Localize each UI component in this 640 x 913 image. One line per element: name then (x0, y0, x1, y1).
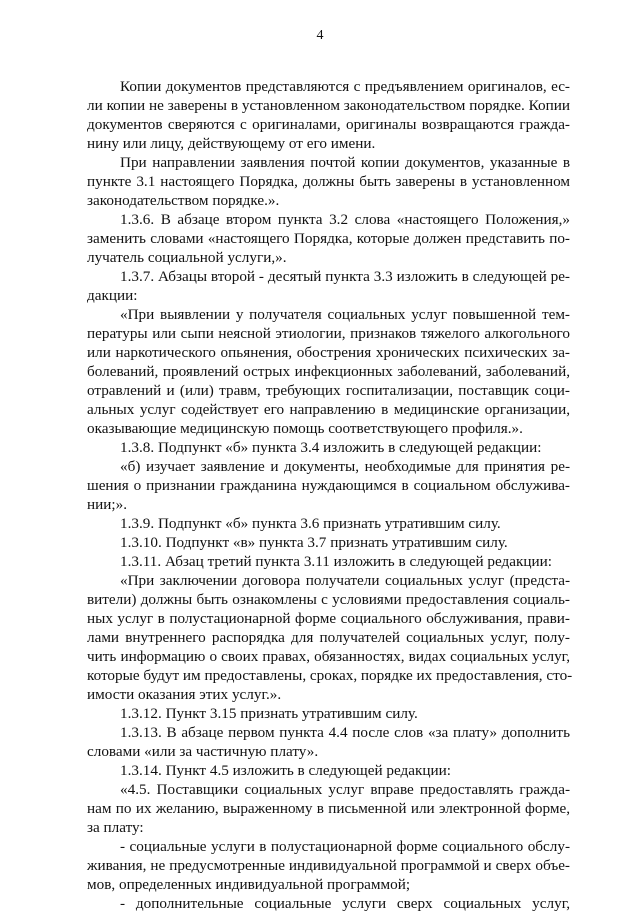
text-line: нину или лицу, действующему от его имени. (87, 135, 376, 152)
text-line: 1.3.14. Пункт 4.5 изложить в следующей редакции: (120, 762, 451, 779)
text-line: мов, определенных индивидуальной программой; (87, 876, 411, 893)
text-line: 1.3.11. Абзац третий пункта 3.11 изложить в следующей редакции: (120, 553, 552, 570)
text-line: или наркотического опьянения, обострения хронических психических за- (87, 344, 570, 361)
text-line: вители) должны быть ознакомлены с условиями предоставления социаль- (87, 591, 570, 608)
text-line: «При выявлении у получателя социальных услуг повышенной тем- (120, 306, 570, 323)
text-line: за плату: (87, 819, 144, 836)
text-line: заменить словами «настоящего Порядка, которые должен представить по- (87, 230, 570, 247)
text-line: 1.3.12. Пункт 3.15 признать утратившим силу. (120, 705, 418, 722)
text-line: оказывающие медицинскую помощь соответствующего профиля.». (87, 420, 523, 437)
text-line: лами внутреннего распорядка для получателей социальных услуг, полу- (87, 629, 570, 646)
text-line: документов сверяются с оригиналами, оригиналы возвращаются гражда- (87, 116, 570, 133)
text-line: которые будут им предоставлены, сроках, порядке их предоставления, сто- (87, 667, 573, 684)
text-line: ных услуг в полустационарной форме социального обслуживания, прави- (87, 610, 570, 627)
text-line: отравлений и (или) травм, требующих госпитализации, поставщик соци- (87, 382, 570, 399)
text-line: законодательством порядке.». (87, 192, 280, 209)
text-line: ли копии не заверены в установленном законодательством порядке. Копии (87, 97, 570, 114)
text-line: 1.3.8. Подпункт «б» пункта 3.4 изложить в следующей редакции: (120, 439, 542, 456)
text-line: чить информацию о своих правах, обязанностях, видах социальных услуг, (87, 648, 570, 665)
text-line: - социальные услуги в полустационарной форме социального обслу- (120, 838, 570, 855)
text-line: словами «или за частичную плату». (87, 743, 319, 760)
text-line: пункте 3.1 настоящего Порядка, должны быть заверены в установленном (87, 173, 570, 190)
text-line: дакции: (87, 287, 138, 304)
text-line: нам по их желанию, выраженному в письменной или электронной форме, (87, 800, 570, 817)
text-line: 1.3.9. Подпункт «б» пункта 3.6 признать утратившим силу. (120, 515, 501, 532)
text-line: болеваний, проявлений острых инфекционных заболеваний, заболеваний, (87, 363, 570, 380)
page-number: 4 (316, 28, 324, 43)
text-line: Копии документов представляются с предъявлением оригиналов, ес- (120, 78, 570, 95)
text-line: «б) изучает заявление и документы, необходимые для принятия ре- (120, 458, 570, 475)
text-line: «4.5. Поставщики социальных услуг вправе предоставлять гражда- (120, 781, 570, 798)
text-line: При направлении заявления почтой копии документов, указанные в (120, 154, 570, 171)
text-line: 1.3.6. В абзаце втором пункта 3.2 слова «настоящего Положения,» (120, 211, 570, 228)
text-line: «При заключении договора получатели социальных услуг (предста- (120, 572, 570, 589)
text-line: живания, не предусмотренные индивидуальной программой и сверх объе- (87, 857, 570, 874)
text-line: нии;». (87, 496, 127, 513)
text-line: имости оказания этих услуг.». (87, 686, 282, 703)
text-line: 1.3.10. Подпункт «в» пункта 3.7 признать утратившим силу. (120, 534, 508, 551)
text-line: 1.3.7. Абзацы второй - десятый пункта 3.3 изложить в следующей ре- (120, 268, 570, 285)
text-line: пературы или сыпи неясной этиологии, признаков тяжелого алкогольного (87, 325, 570, 342)
text-line: 1.3.13. В абзаце первом пункта 4.4 после слов «за плату» дополнить (120, 724, 570, 741)
text-line: альных услуг содействует его направлению в медицинские организации, (87, 401, 570, 418)
text-line: - дополнительные социальные услуги сверх социальных услуг, (120, 895, 570, 912)
text-line: лучатель социальной услуги,». (87, 249, 287, 266)
text-line: шения о признании гражданина нуждающимся в социальном обслужива- (87, 477, 570, 494)
